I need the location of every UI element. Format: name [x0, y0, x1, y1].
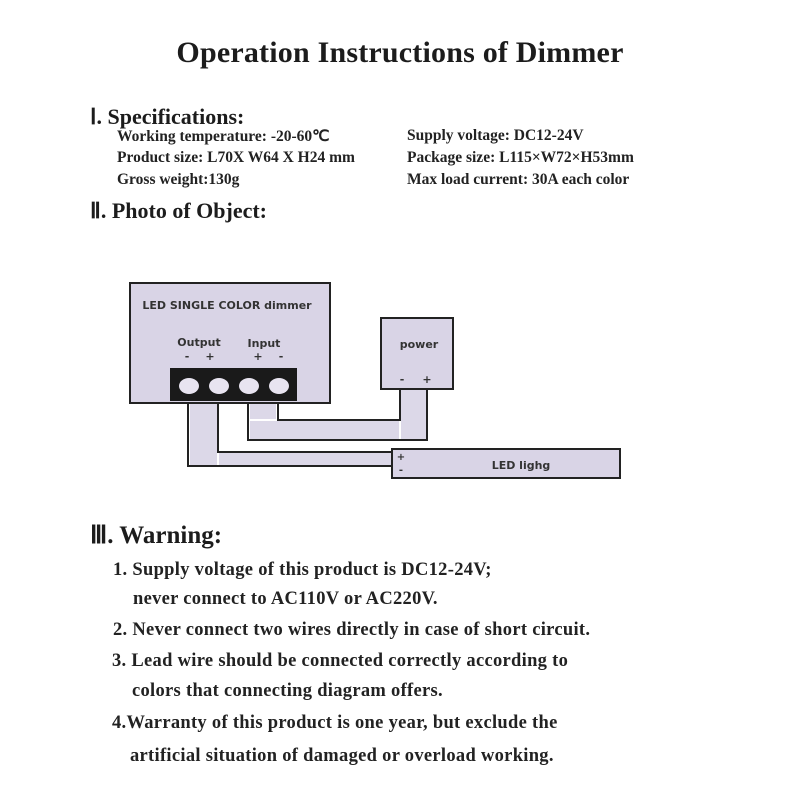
svg-text:+: + [396, 452, 406, 463]
svg-text:+: + [422, 373, 432, 386]
warning-heading: Ⅲ. Warning: [90, 522, 223, 549]
spec-package-size: Package size: L115×W72×H53mm [407, 149, 634, 166]
svg-text:+: + [253, 350, 263, 363]
power-box [381, 318, 453, 389]
warning-item-4: 4.Warranty of this product is one year, but exclude the [112, 713, 558, 733]
svg-text:-: - [184, 350, 190, 363]
terminal-output-positive [209, 378, 229, 394]
terminal-input-positive [239, 378, 259, 394]
spec-product-size: Product size: L70X W64 X H24 mm [117, 149, 355, 166]
spec-gross-weight: Gross weight:130g [117, 171, 240, 188]
spec-working-temperature: Working temperature: -20-60℃ [117, 128, 330, 145]
dimmer-label: LED SINGLE COLOR dimmer [142, 299, 312, 312]
warning-item-1: 1. Supply voltage of this product is DC12-24V; [113, 560, 492, 580]
svg-text:-: - [399, 373, 405, 386]
warning-item-3: 3. Lead wire should be connected correctly according to [112, 651, 569, 671]
warning-item-1-cont: never connect to AC110V or AC220V. [133, 589, 438, 609]
spec-max-load-current: Max load current: 30A each color [407, 171, 630, 188]
svg-text:-: - [398, 465, 404, 476]
svg-text:+: + [205, 350, 215, 363]
input-label: Input [247, 337, 281, 350]
output-label: Output [177, 336, 221, 349]
led-label: LED lighg [491, 459, 551, 472]
warning-item-4-cont: artificial situation of damaged or overload working. [130, 746, 554, 766]
warning-item-3-cont: colors that connecting diagram offers. [132, 681, 443, 701]
spec-supply-voltage: Supply voltage: DC12-24V [407, 127, 584, 144]
terminal-output-negative [179, 378, 199, 394]
terminal-input-negative [269, 378, 289, 394]
svg-text:-: - [278, 350, 284, 363]
power-label: power [399, 338, 439, 351]
page-title: Operation Instructions of Dimmer [176, 36, 624, 69]
warning-item-2: 2. Never connect two wires directly in case of short circuit. [113, 620, 591, 640]
specifications-heading: Ⅰ. Specifications: [90, 104, 245, 129]
photo-heading: Ⅱ. Photo of Object: [90, 198, 268, 223]
